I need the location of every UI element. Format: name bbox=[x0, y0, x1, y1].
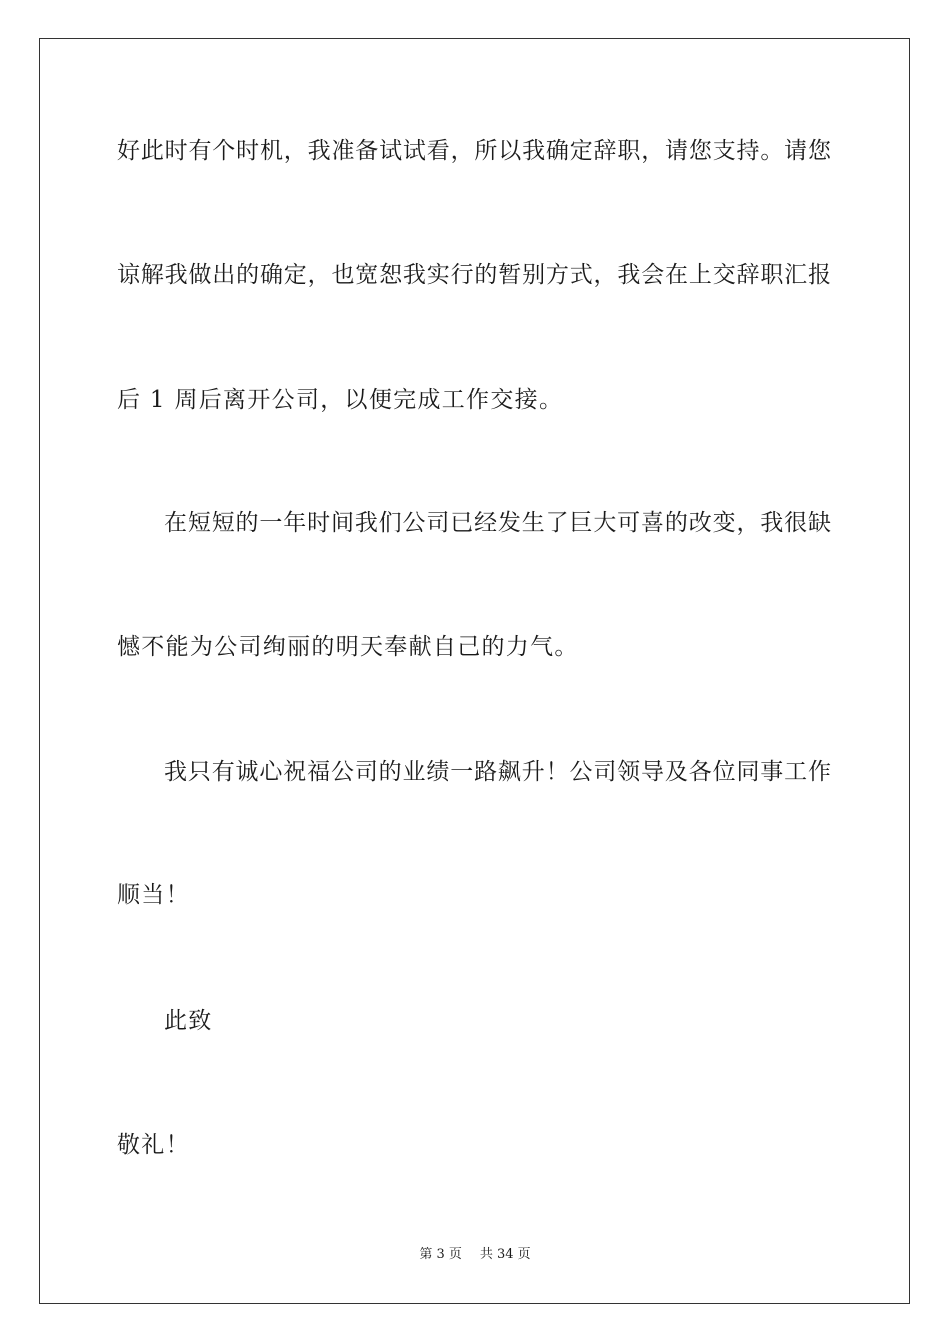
body-line-2: 谅解我做出的确定，也宽恕我实行的暂别方式，我会在上交辞职汇报 bbox=[117, 262, 831, 288]
body-line-7: 顺当！ bbox=[117, 882, 190, 908]
body-line-5: 憾不能为公司绚丽的明天奉献自己的力气。 bbox=[117, 634, 579, 660]
body-line-4: 在短短的一年时间我们公司已经发生了巨大可喜的改变，我很缺 bbox=[164, 510, 831, 536]
body-line-3: 后 1 周后离开公司，以便完成工作交接。 bbox=[117, 387, 564, 413]
page-total: 共 34 页 bbox=[479, 1247, 531, 1262]
page-number: 第 3 页 bbox=[419, 1247, 462, 1262]
page-footer bbox=[0, 1246, 950, 1264]
body-line-6: 我只有诚心祝福公司的业绩一路飙升！公司领导及各位同事工作 bbox=[164, 759, 831, 785]
body-line-1: 好此时有个时机，我准备试试看，所以我确定辞职，请您支持。请您 bbox=[117, 138, 831, 164]
closing-salutation: 此致 bbox=[164, 1008, 213, 1034]
closing-regards: 敬礼！ bbox=[117, 1132, 190, 1158]
page-border bbox=[39, 38, 910, 1304]
